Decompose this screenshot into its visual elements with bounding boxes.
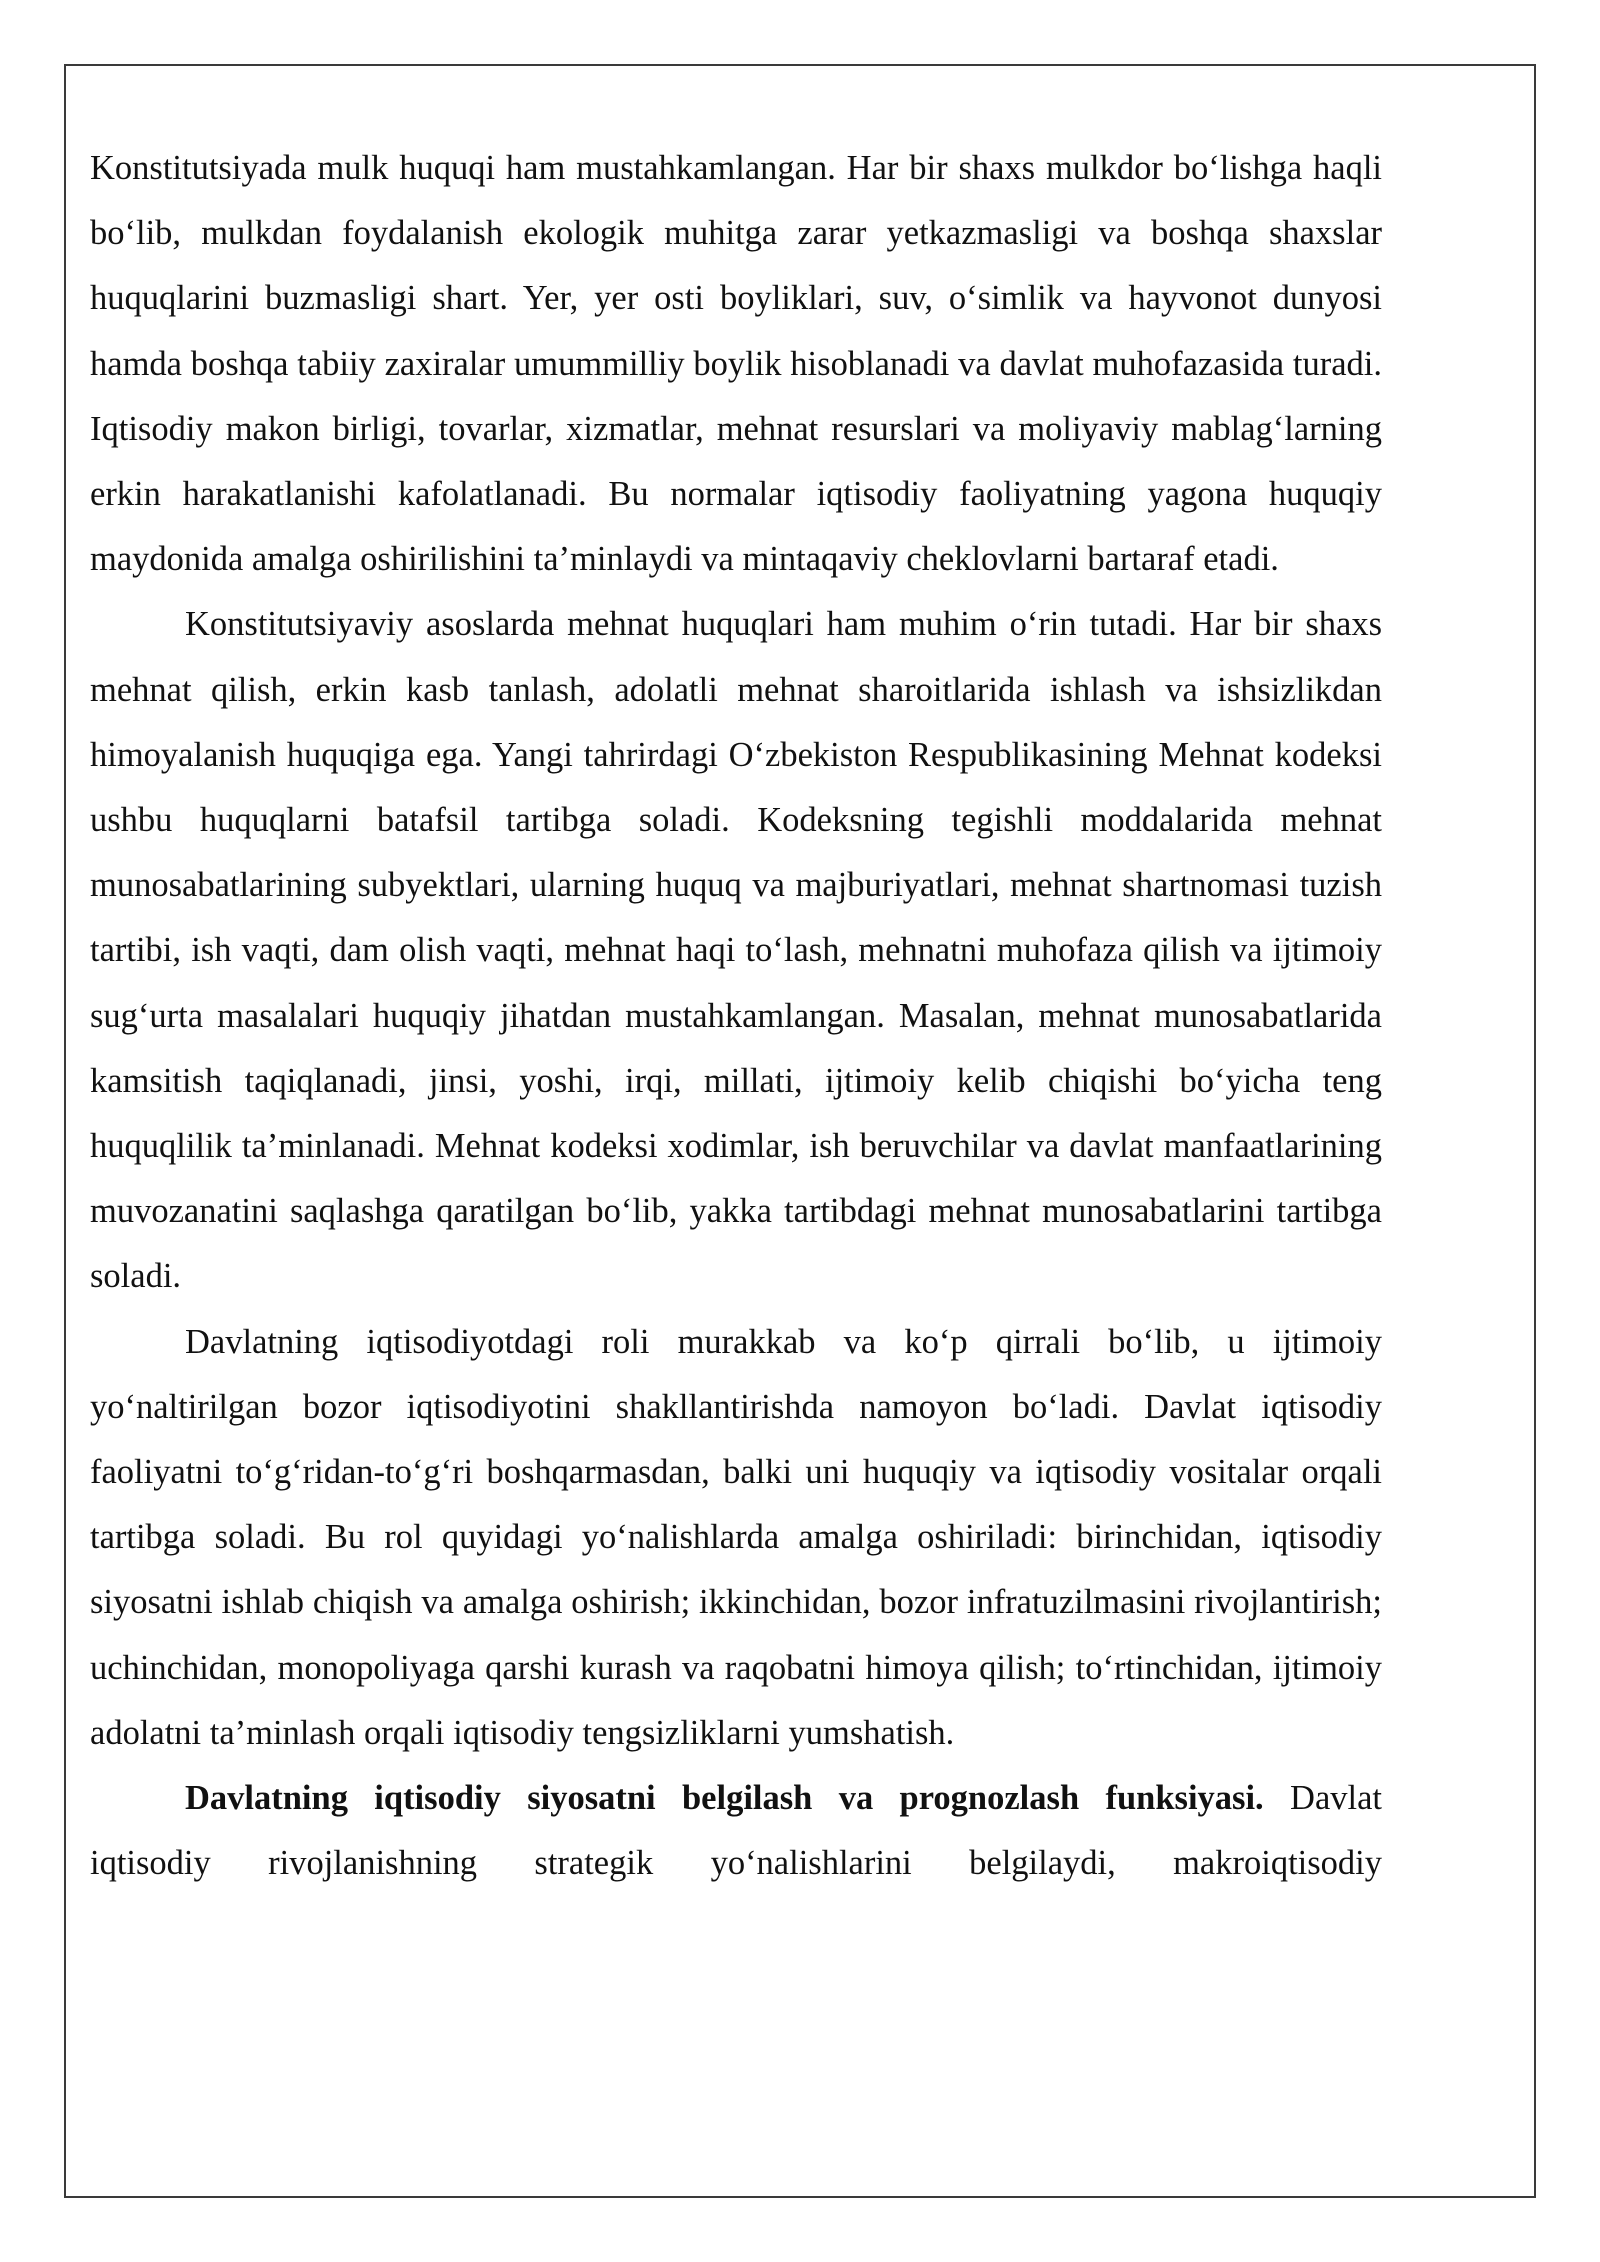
paragraph-2	[90, 592, 1382, 1309]
paragraph-3-text: Davlatning iqtisodiyotdagi roli murakkab va ko‘p qirrali bo‘lib, u ijtimoiy yo‘naltirilgan bozor iqtisodiyotini shakllantirishda namoyon bo‘ladi. Davlat iqtisodiy faoliyatni to‘g‘ridan-to‘g‘ri boshqarmasdan, balki uni huquqiy va iqtisodiy vositalar orqali tartibga soladi. Bu rol quyidagi yo‘nalishlarda amalga oshiriladi: birinchidan, iqtisodiy siyosatni ishlab chiqish va amalga oshirish; ikkinchidan, bozor infratuzilmasini rivojlantirish; uchinchidan, monopoliyaga qarshi kurash va raqobatni himoya qilish; to‘rtinchidan, ijtimoiy adolatni ta’minlash orqali iqtisodiy tengsizliklarni yumshatish.	[90, 1322, 1382, 1752]
paragraph-1	[90, 136, 1382, 592]
paragraph-1-text: Konstitutsiyada mulk huquqi ham mustahkamlangan. Har bir shaxs mulkdor bo‘lishga haqli bo‘lib, mulkdan foydalanish ekologik muhitga zarar yetkazmasligi va boshqa shaxslar huquqlarini buzmasligi shart. Yer, yer osti boyliklari, suv, o‘simlik va hayvonot dunyosi hamda boshqa tabiiy zaxiralar umummilliy boylik hisoblanadi va davlat muhofazasida turadi. Iqtisodiy makon birligi, tovarlar, xizmatlar, mehnat resurslari va moliyaviy mablag‘larning erkin harakatlanishi kafolatlanadi. Bu normalar iqtisodiy faoliyatning yagona huquqiy maydonida amalga oshirilishini ta’minlaydi va mintaqaviy cheklovlarni bartaraf etadi.	[90, 149, 1382, 579]
paragraph-4	[90, 1766, 1382, 1896]
paragraph-2-text: Konstitutsiyaviy asoslarda mehnat huquqlari ham muhim o‘rin tutadi. Har bir shaxs mehnat qilish, erkin kasb tanlash, adolatli mehnat sharoitlarida ishlash va ishsizlikdan himoyalanish huquqiga ega. Yangi tahrirdagi O‘zbekiston Respublikasining Mehnat kodeksi ushbu huquqlarni batafsil tartibga soladi. Kodeksning tegishli moddalarida mehnat munosabatlarining subyektlari, ularning huquq va majburiyatlari, mehnat shartnomasi tuzish tartibi, ish vaqti, dam olish vaqti, mehnat haqi to‘lash, mehnatni muhofaza qilish va ijtimoiy sug‘urta masalalari huquqiy jihatdan mustahkamlangan. Masalan, mehnat munosabatlarida kamsitish taqiqlanadi, jinsi, yoshi, irqi, millati, ijtimoiy kelib chiqishi bo‘yicha teng huquqlilik ta’minlanadi. Mehnat kodeksi xodimlar, ish beruvchilar va davlat manfaatlarining muvozanatini saqlashga qaratilgan bo‘lib, yakka tartibdagi mehnat munosabatlarini tartibga soladi.	[90, 605, 1382, 1296]
paragraph-3	[90, 1310, 1382, 1766]
paragraph-4-text: Davlat iqtisodiy rivojlanishning strategik yo‘nalishlarini belgilaydi, makroiqtisodiy	[90, 1779, 1382, 1883]
paragraph-4-heading: Davlatning iqtisodiy siyosatni belgilash va prognozlash funksiyasi.	[185, 1779, 1264, 1818]
document-body	[90, 136, 1382, 1896]
